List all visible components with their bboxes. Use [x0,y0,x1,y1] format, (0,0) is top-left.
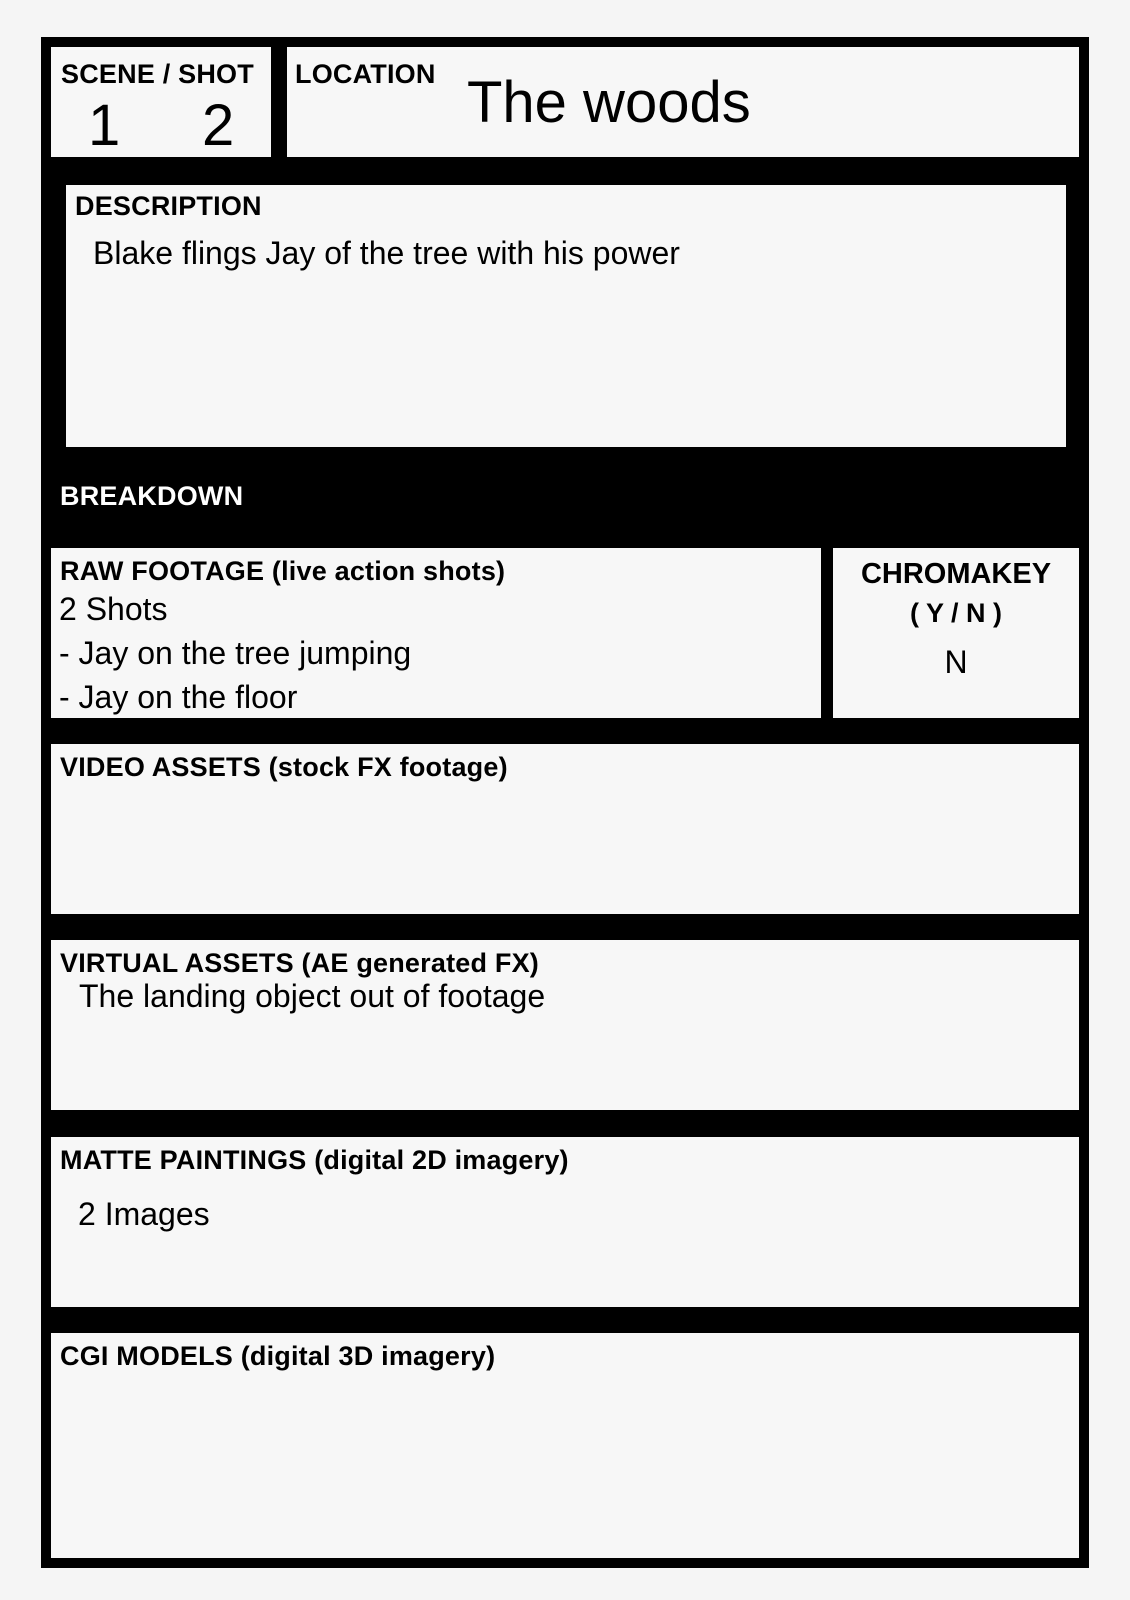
cgi-models-label: CGI MODELS (digital 3D imagery) [60,1341,496,1371]
location-label: LOCATION [295,59,436,89]
description-text: Blake flings Jay of the tree with his power [93,235,680,271]
location-value: The woods [467,70,751,135]
scene-shot-label: SCENE / SHOT [61,59,254,89]
matte-paintings-cell [51,1137,1079,1307]
raw-footage-line: 2 Shots [59,591,168,627]
breakdown-label: BREAKDOWN [60,481,244,511]
video-assets-label: VIDEO ASSETS (stock FX footage) [60,752,508,782]
virtual-assets-cell [51,940,1079,1110]
chromakey-label: CHROMAKEY [860,558,1052,590]
description-cell [66,185,1066,447]
cgi-models-cell [51,1333,1079,1558]
virtual-assets-label: VIRTUAL ASSETS (AE generated FX) [60,948,539,978]
chromakey-value: N [944,644,968,680]
chromakey-cell [833,548,1079,718]
breakdown-sheet [41,37,1089,1568]
scene-shot-cell [51,47,271,157]
raw-footage-label: RAW FOOTAGE (live action shots) [60,556,506,586]
scene-number: 1 [88,93,121,158]
chromakey-options: ( Y / N ) [909,598,1003,628]
raw-footage-lines [59,587,411,719]
matte-paintings-label: MATTE PAINTINGS (digital 2D imagery) [60,1145,569,1175]
location-cell [287,47,1079,157]
raw-footage-cell [51,548,821,718]
shot-number: 2 [202,93,235,158]
description-label: DESCRIPTION [75,191,262,221]
raw-footage-line: - Jay on the tree jumping [59,635,412,671]
matte-paintings-text: 2 Images [78,1196,210,1232]
raw-footage-line: - Jay on the floor [59,679,298,715]
video-assets-cell [51,744,1079,914]
virtual-assets-text: The landing object out of footage [79,978,546,1014]
